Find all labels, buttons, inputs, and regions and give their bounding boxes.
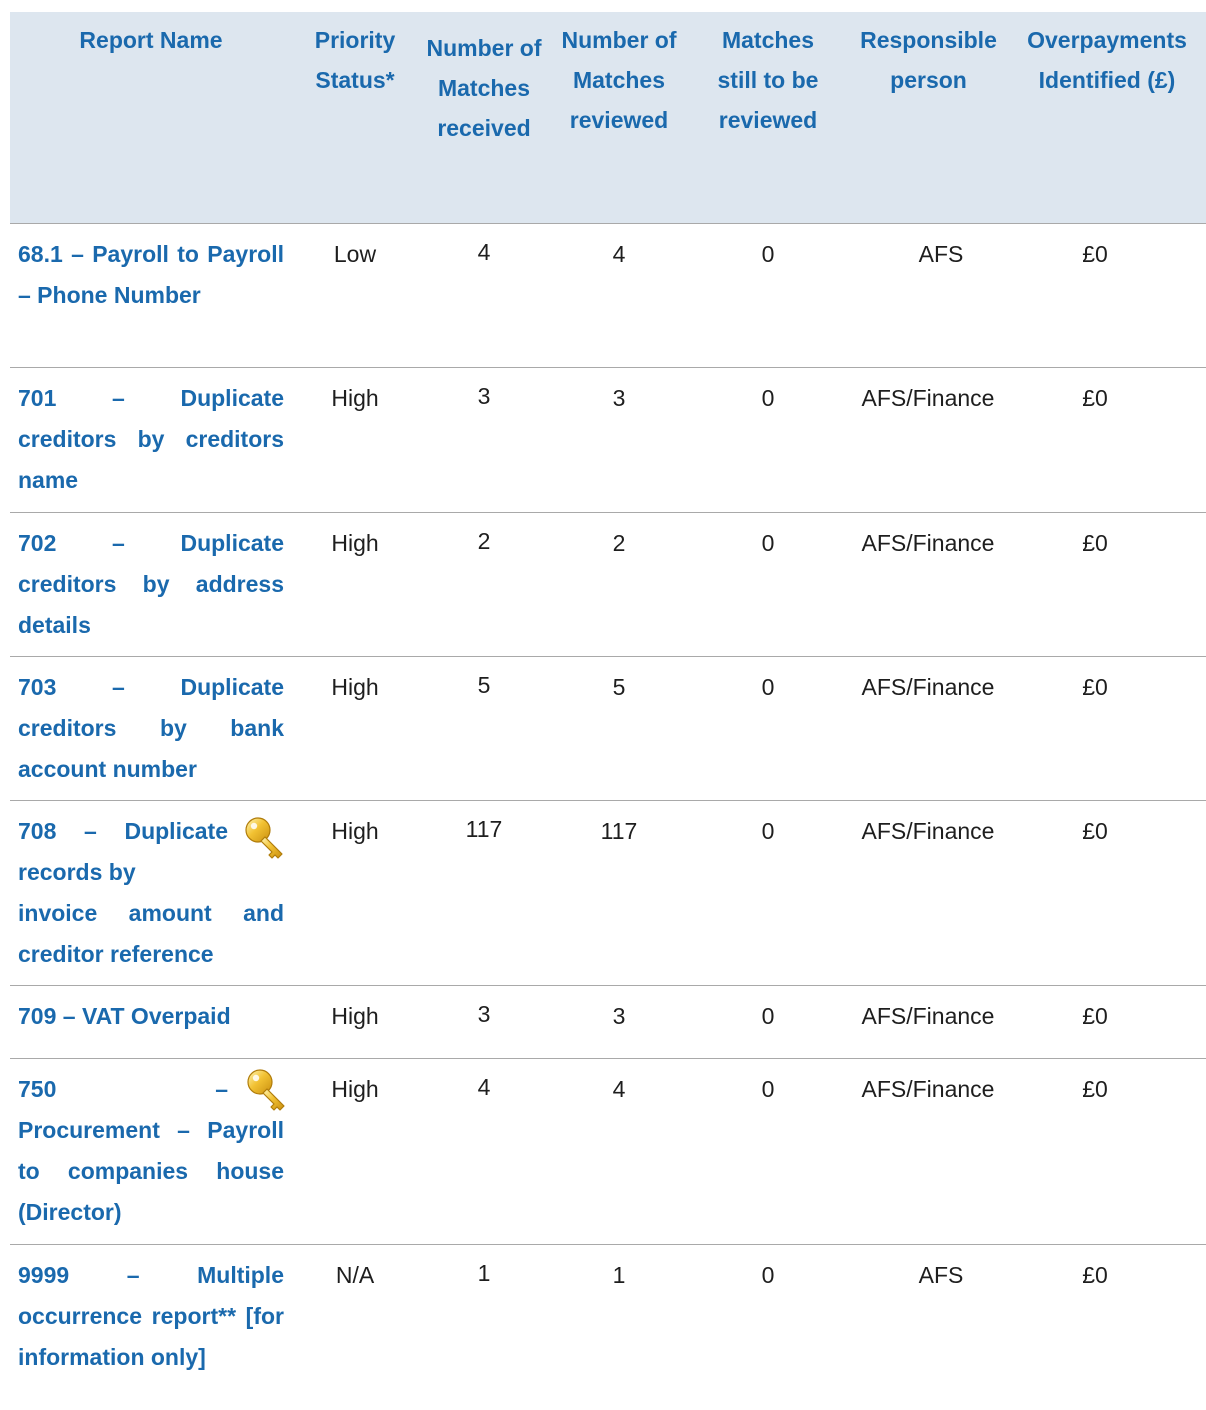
overpayments-identified: £0 <box>1082 385 1108 411</box>
responsible-person: AFS/Finance <box>861 674 995 700</box>
matches-received: 1 <box>477 1260 491 1286</box>
matches-received: 3 <box>477 383 491 409</box>
matches-remaining: 0 <box>761 1076 775 1102</box>
responsible-person: AFS/Finance <box>861 530 995 556</box>
row-divider <box>10 223 1206 224</box>
col-header-matches-received: Number of Matches received <box>426 35 542 141</box>
row-divider <box>10 1244 1206 1245</box>
report-name: 68.1 – Payroll to Payroll – Phone Number <box>18 241 284 308</box>
responsible-person: AFS/Finance <box>861 1003 995 1029</box>
report-name: 709 – VAT Overpaid <box>18 1003 231 1029</box>
matches-remaining: 0 <box>761 1003 775 1029</box>
report-name: 750 – <box>18 1076 228 1102</box>
row-divider <box>10 367 1206 368</box>
responsible-person: AFS <box>918 241 964 267</box>
row-divider <box>10 985 1206 986</box>
overpayments-identified: £0 <box>1082 1076 1108 1102</box>
responsible-person: AFS/Finance <box>861 1076 995 1102</box>
report-name: 703 – Duplicate creditors by bank account number <box>18 674 284 782</box>
key-icon <box>244 816 286 860</box>
matches-received: 4 <box>477 239 491 265</box>
matches-remaining: 0 <box>761 530 775 556</box>
responsible-person: AFS <box>918 1262 964 1288</box>
col-header-responsible: Responsible person <box>860 27 997 93</box>
matches-received: 4 <box>477 1074 491 1100</box>
priority-status: High <box>331 818 379 844</box>
row-divider <box>10 800 1206 801</box>
row-divider <box>10 1058 1206 1059</box>
col-header-matches-reviewed: Number of Matches reviewed <box>561 27 677 133</box>
matches-reviewed: 4 <box>612 241 626 267</box>
report-name-continued: Procurement – Payroll to companies house (Director) <box>18 1117 284 1225</box>
priority-status: Low <box>333 241 377 267</box>
report-name-continued: invoice amount and creditor reference <box>18 900 284 967</box>
report-name: 702 – Duplicate creditors by address details <box>18 530 284 638</box>
matches-remaining: 0 <box>761 818 775 844</box>
matches-reviewed: 117 <box>600 818 638 844</box>
priority-status: High <box>331 674 379 700</box>
responsible-person: AFS/Finance <box>861 818 995 844</box>
matches-remaining: 0 <box>761 241 775 267</box>
report-name: 9999 – Multiple occurrence report** [for information only] <box>18 1262 284 1370</box>
matches-reviewed: 4 <box>612 1076 626 1102</box>
report-name: 708 – Duplicate records by <box>18 818 228 885</box>
col-header-overpayments: Overpayments Identified (£) <box>1027 27 1187 93</box>
row-divider <box>10 656 1206 657</box>
priority-status: N/A <box>335 1262 375 1288</box>
matches-received: 3 <box>477 1001 491 1027</box>
report-name: 701 – Duplicate creditors by creditors name <box>18 385 284 493</box>
matches-remaining: 0 <box>761 385 775 411</box>
overpayments-identified: £0 <box>1082 241 1108 267</box>
overpayments-identified: £0 <box>1082 818 1108 844</box>
overpayments-identified: £0 <box>1082 674 1108 700</box>
matches-reviewed: 3 <box>612 385 626 411</box>
overpayments-identified: £0 <box>1082 1262 1108 1288</box>
matches-reviewed: 3 <box>612 1003 626 1029</box>
priority-status: High <box>331 530 379 556</box>
matches-reviewed: 5 <box>612 674 626 700</box>
matches-remaining: 0 <box>761 674 775 700</box>
col-header-matches-remaining: Matches still to be reviewed <box>717 27 819 133</box>
matches-reviewed: 2 <box>612 530 626 556</box>
col-header-report-name: Report Name <box>79 27 223 53</box>
overpayments-identified: £0 <box>1082 530 1108 556</box>
priority-status: High <box>331 1076 379 1102</box>
matches-received: 5 <box>477 672 491 698</box>
col-header-priority: Priority Status* <box>314 27 396 93</box>
matches-remaining: 0 <box>761 1262 775 1288</box>
matches-reviewed: 1 <box>612 1262 626 1288</box>
row-divider <box>10 512 1206 513</box>
priority-status: High <box>331 1003 379 1029</box>
matches-received: 117 <box>465 816 503 842</box>
responsible-person: AFS/Finance <box>861 385 995 411</box>
key-icon <box>246 1068 288 1112</box>
overpayments-identified: £0 <box>1082 1003 1108 1029</box>
matches-received: 2 <box>477 528 491 554</box>
priority-status: High <box>331 385 379 411</box>
